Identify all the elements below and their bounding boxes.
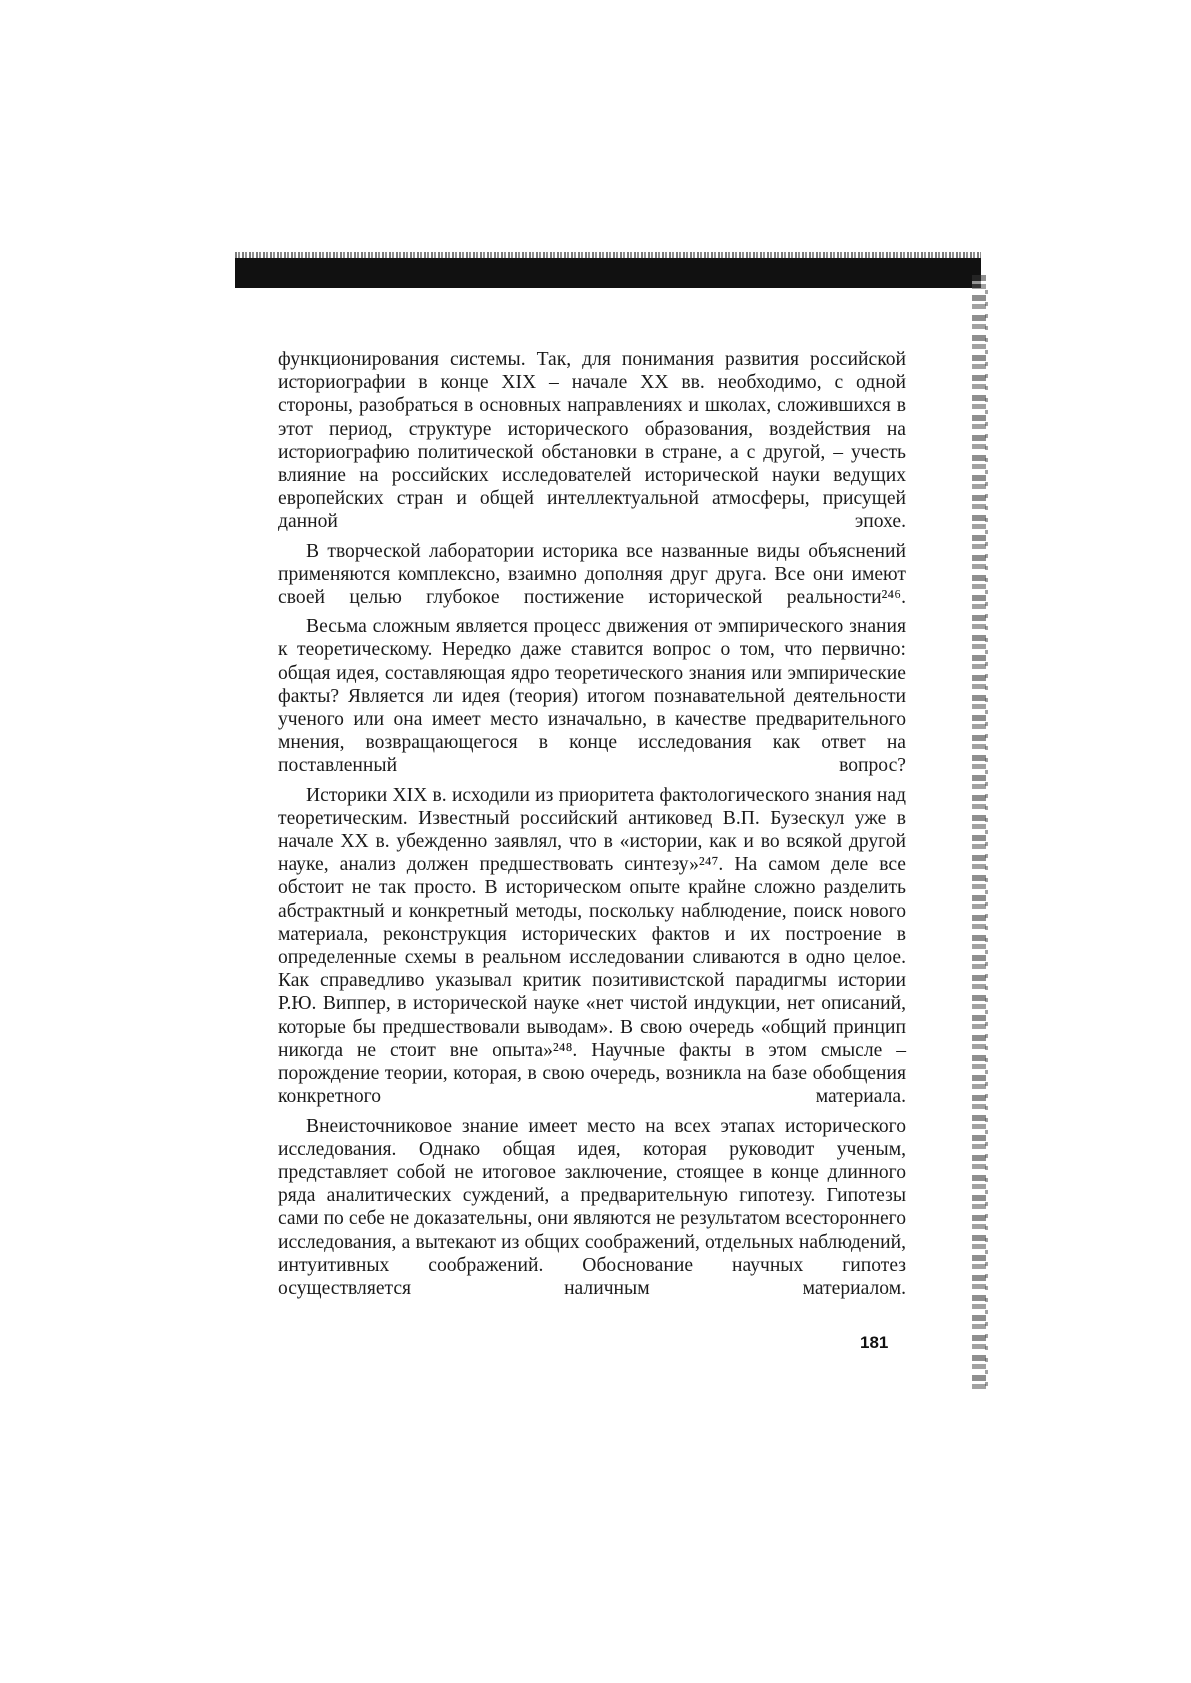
page-number: 181 (860, 1333, 889, 1352)
paragraph-1: функционирования системы. Так, для понимания развития российской историографии в конце XIX – начале XX вв. необходимо, с одной стороны, разобраться в основных направлениях и школах, сложившихся в этот период, структуре исторического образования, воздействия на историографию политической обстановки в стране, а с другой, – учесть влияние на российских исследователей исторической науки ведущих европейских стран и общей интеллектуальной атмосферы, присущей данной эпохе. (278, 349, 906, 533)
paragraph-4: Историки XIX в. исходили из приоритета фактологического знания над теоретическим. Известный российский антиковед В.П. Бузескул уже в начале XX в. убежденно заявлял, что в «истории, как и во всякой другой науке, анализ должен предшествовать синтезу»²⁴⁷. На самом деле все обстоит не так просто. В историческом опыте крайне сложно разделить абстрактный и конкретный методы, поскольку наблюдение, поиск нового материала, реконструкция исторических фактов и их построение в определенные схемы в реальном исследовании сливаются в одно целое. Как справедливо указывал критик позитивистской парадигмы истории Р.Ю. Виппер, в исторической науке «нет чистой индукции, нет описаний, которые бы предшествовали выводам». В свою очередь «общий принцип никогда не стоит вне опыта»²⁴⁸. Научные факты в этом смысле – порождение теории, которая, в свою очередь, возникла на базе обобщения конкретного материала. (278, 784, 906, 1108)
body-text (278, 348, 906, 1306)
scan-edge-shadow (972, 275, 986, 1395)
scan-edge-line (985, 290, 988, 1390)
paragraph-5: Внеисточниковое знание имеет место на всех этапах исторического исследования. Однако общая идея, которая руководит ученым, представляет собой не итоговое заключение, стоящее в конце длинного ряда аналитических суждений, а предварительную гипотезу. Гипотезы сами по себе не доказательны, они являются не результатом всестороннего исследования, а вытекают из общих соображений, отдельных наблюдений, интуитивных соображений. Обоснование научных гипотез осуществляется наличным материалом. (278, 1115, 906, 1299)
header-bar (235, 258, 981, 288)
paragraph-3: Весьма сложным является процесс движения от эмпирического знания к теоретическому. Нередко даже ставится вопрос о том, что первично: общая идея, составляющая ядро теоретического знания или эмпирические факты? Является ли идея (теория) итогом познавательной деятельности ученого или она имеет место изначально, в качестве предварительного мнения, возвращающегося в конце исследования как ответ на поставленный вопрос? (278, 616, 906, 777)
paragraph-2: В творческой лаборатории историка все названные виды объяснений применяются комплексно, взаимно дополняя друг друга. Все они имеют своей целью глубокое постижение исторической реальности²⁴⁶. (278, 540, 906, 609)
